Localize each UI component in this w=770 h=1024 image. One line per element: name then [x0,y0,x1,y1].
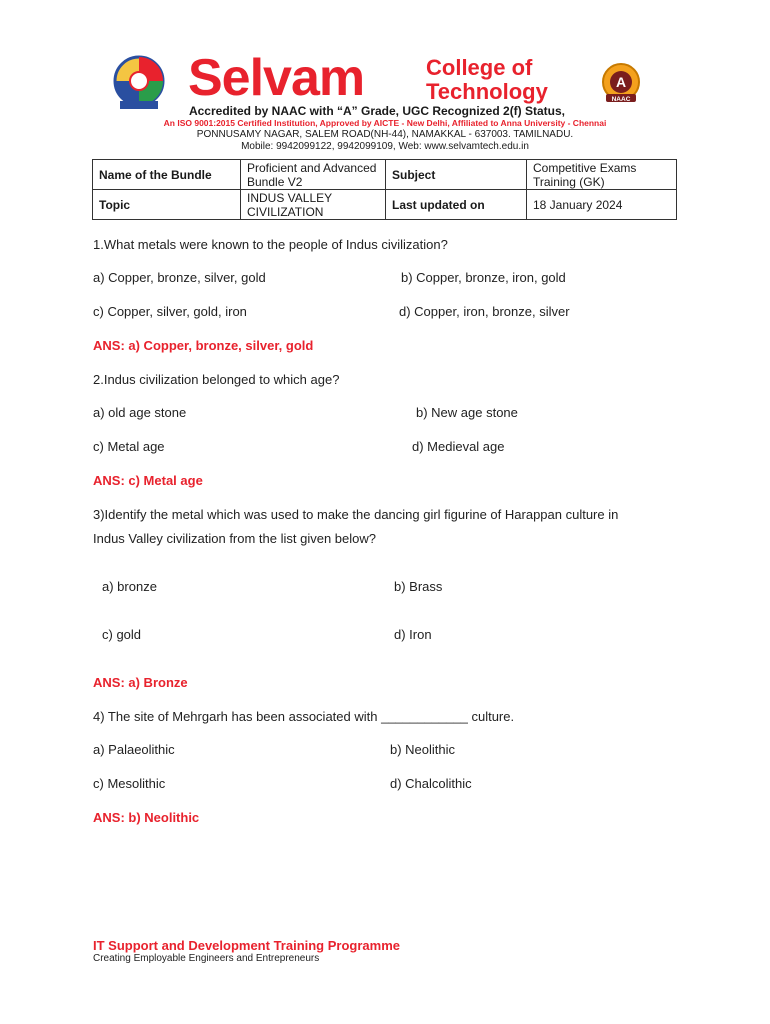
bundle-value: Proficient and Advanced Bundle V2 [241,160,386,190]
question-4-option-a: a) Palaeolithic [93,742,175,757]
naac-badge-icon [590,60,652,110]
question-3-option-d: d) Iron [394,627,432,642]
letterhead [0,0,770,160]
brand-name: Selvam [188,49,365,107]
brand-sub-line1: College of [426,55,533,80]
question-1-answer: ANS: a) Copper, bronze, silver, gold [93,338,314,353]
footer-subtitle: Creating Employable Engineers and Entrepreneurs [93,953,320,964]
college-emblem-icon [108,55,170,111]
updated-label: Last updated on [386,190,527,220]
question-3-answer: ANS: a) Bronze [93,675,188,690]
question-2-option-b: b) New age stone [416,405,518,420]
contact-line: Mobile: 9942099122, 9942099109, Web: www.selvamtech.edu.in [241,141,529,152]
question-1-text: 1.What metals were known to the people of Indus civilization? [93,237,448,252]
address-line: PONNUSAMY NAGAR, SALEM ROAD(NH-44), NAMAKKAL - 637003. TAMILNADU. [196,129,574,140]
bundle-info-table [92,159,677,220]
question-1-option-a: a) Copper, bronze, silver, gold [93,270,266,285]
topic-label: Topic [93,190,241,220]
question-2-option-c: c) Metal age [93,439,165,454]
updated-value: 18 January 2024 [527,190,677,220]
question-3-option-a: a) bronze [102,579,157,594]
question-2-text: 2.Indus civilization belonged to which age? [93,372,340,387]
subject-label: Subject [386,160,527,190]
question-2-answer: ANS: c) Metal age [93,473,203,488]
question-2-option-d: d) Medieval age [412,439,505,454]
question-3-text-line1: 3)Identify the metal which was used to make the dancing girl figurine of Harappan culture in [93,507,619,522]
question-3-option-c: c) gold [102,627,142,642]
question-4-option-d: d) Chalcolithic [390,776,472,791]
iso-line: An ISO 9001:2015 Certified Institution, Approved by AICTE - New Delhi, Affiliated to Anna University - Chennai [163,118,607,128]
topic-value: INDUS VALLEY CIVILIZATION [241,190,386,220]
question-1-option-d: d) Copper, iron, bronze, silver [399,304,570,319]
question-4-option-b: b) Neolithic [390,742,456,757]
question-3-text-line2: Indus Valley civilization from the list given below? [93,531,377,546]
subject-value: Competitive Exams Training (GK) [527,160,677,190]
question-1-option-b: b) Copper, bronze, iron, gold [401,270,566,285]
table-row [93,190,677,220]
question-4-text: 4) The site of Mehrgarh has been associated with ____________ culture. [93,709,515,724]
question-4-option-c: c) Mesolithic [93,776,166,791]
question-1-option-c: c) Copper, silver, gold, iron [93,304,247,319]
table-row [93,160,677,190]
question-4-answer: ANS: b) Neolithic [93,810,200,825]
bundle-label: Name of the Bundle [93,160,241,190]
question-3-option-b: b) Brass [394,579,443,594]
footer-title: IT Support and Development Training Programme [93,938,400,953]
accreditation-line: Accredited by NAAC with “A” Grade, UGC Recognized 2(f) Status, [188,104,566,118]
question-2-option-a: a) old age stone [93,405,187,420]
naac-label: NAAC [611,96,631,103]
brand-sub-line2: Technology [426,79,548,104]
naac-letter: A [615,74,627,90]
